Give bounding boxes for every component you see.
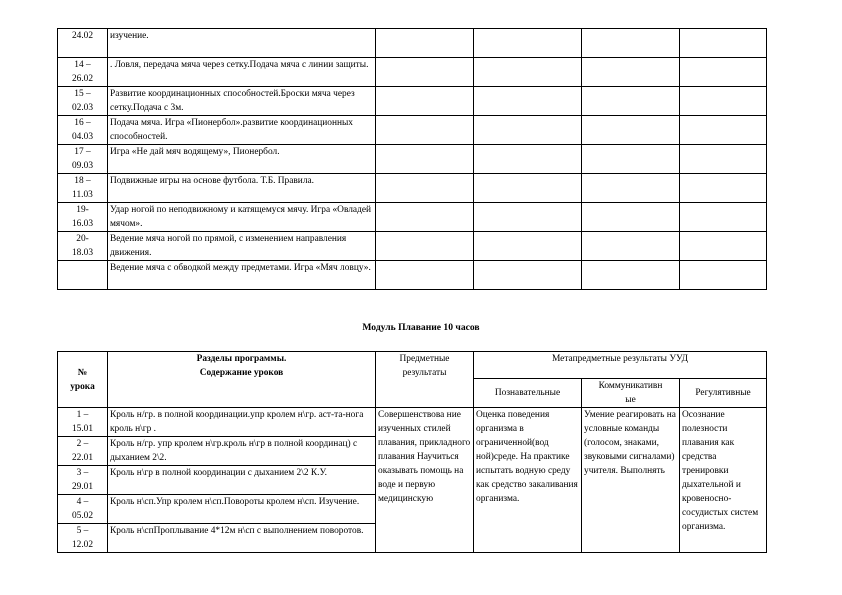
lesson-content: Кроль н\сп.Упр кролем н\сп.Повороты кролем н\сп. Изучение. [108,495,376,524]
empty-cell [474,29,582,58]
lesson-number: 1 – 15.01 [58,408,108,437]
lesson-content: Ведение мяча с обводкой между предметами. Игра «Мяч ловцу». [108,261,376,290]
empty-cell [680,261,767,290]
lesson-number: 3 – 29.01 [58,466,108,495]
empty-cell [474,116,582,145]
lesson-date: 19- 16.03 [58,203,108,232]
empty-cell [680,232,767,261]
empty-cell [582,116,680,145]
lesson-content: Ведение мяча ногой по прямой, с изменением направления движения. [108,232,376,261]
empty-cell [376,58,474,87]
lesson-date: 18 – 11.03 [58,174,108,203]
lesson-content: Удар ногой по неподвижному и катящемуся мячу. Игра «Овладей мячом». [108,203,376,232]
lesson-content: Игра «Не дай мяч водящему», Пионербол. [108,145,376,174]
lesson-table-swimming [57,351,767,553]
empty-cell [474,145,582,174]
empty-cell [474,87,582,116]
lesson-date: 15 – 02.03 [58,87,108,116]
empty-cell [376,261,474,290]
header-communicative: Коммуникативн ые [582,379,680,408]
empty-cell [680,116,767,145]
empty-cell [582,87,680,116]
lesson-date: 17 – 09.03 [58,145,108,174]
empty-cell [680,87,767,116]
empty-cell [582,58,680,87]
header-subject-results: Предметные результаты [376,352,474,408]
header-meta-results: Метапредметные результаты УУД [474,352,767,379]
empty-cell [582,29,680,58]
empty-cell [680,174,767,203]
lesson-content: Подача мяча. Игра «Пионербол».развитие координационных способностей. [108,116,376,145]
module-title: Модуль Плавание 10 часов [362,322,480,333]
empty-cell [474,232,582,261]
lesson-date [58,261,108,290]
table-row [58,87,767,116]
lesson-date: 14 – 26.02 [58,58,108,87]
table-row [58,145,767,174]
header-sections: Разделы программы. Содержание уроков [108,352,376,408]
empty-cell [582,203,680,232]
empty-cell [582,145,680,174]
table-row [58,174,767,203]
lesson-date: 24.02 [58,29,108,58]
empty-cell [680,203,767,232]
empty-cell [376,29,474,58]
empty-cell [474,261,582,290]
lesson-content: Кроль н/гр. упр кролем н\гр.кроль н\гр в полной координац) с дыханием 2\2. [108,437,376,466]
lesson-content: Кроль н/гр. в полной координации.упр кролем н\гр. аст-та-нога кроль н\гр . [108,408,376,437]
empty-cell [376,145,474,174]
table-row [58,58,767,87]
lesson-content: Развитие координационных способностей.Броски мяча через сетку.Подача с 3м. [108,87,376,116]
communicative-results-cell: Умение реагировать на условные команды (голосом, знаками, звуковыми сигналами) учителя. Выполнять [582,408,680,553]
lesson-content: изучение. [108,29,376,58]
empty-cell [474,203,582,232]
table-row [58,261,767,290]
lesson-table-part1 [57,28,767,290]
empty-cell [376,174,474,203]
header-lesson-number: № урока [58,352,108,408]
empty-cell [582,174,680,203]
empty-cell [474,58,582,87]
empty-cell [376,203,474,232]
lesson-date: 20- 18.03 [58,232,108,261]
table-row [58,203,767,232]
lesson-content: Подвижные игры на основе футбола. Т.Б. Правила. [108,174,376,203]
lesson-date: 16 – 04.03 [58,116,108,145]
subject-results-cell: Совершенствова ние изученных стилей плавания, прикладного плавания Научиться оказывать помощь на воде и первую медицинскую [376,408,474,553]
empty-cell [582,232,680,261]
table-row [58,29,767,58]
lesson-content: Кроль н\гр в полной координации с дыханием 2\2 К.У. [108,466,376,495]
empty-cell [376,232,474,261]
header-regulative: Регулятивные [680,379,767,408]
empty-cell [376,87,474,116]
lesson-content: Кроль н\спПроплывание 4*12м н\сп с выполнением поворотов. [108,524,376,553]
empty-cell [474,174,582,203]
empty-cell [680,145,767,174]
empty-cell [376,116,474,145]
lesson-number: 5 – 12.02 [58,524,108,553]
table-row [58,116,767,145]
table-row [58,232,767,261]
lesson-number: 2 – 22.01 [58,437,108,466]
lesson-number: 4 – 05.02 [58,495,108,524]
cognitive-results-cell: Оценка поведения организма в ограниченной(вод ной)среде. На практике испытать водную среду как средство закаливания организма. [474,408,582,553]
empty-cell [680,29,767,58]
header-cognitive: Познавательные [474,379,582,408]
empty-cell [680,58,767,87]
lesson-content: . Ловля, передача мяча через сетку.Подача мяча с линии защиты. [108,58,376,87]
empty-cell [582,261,680,290]
regulative-results-cell: Осознание полезности плавания как средства тренировки дыхательной и кровеносно-сосудистых систем организма. [680,408,767,553]
